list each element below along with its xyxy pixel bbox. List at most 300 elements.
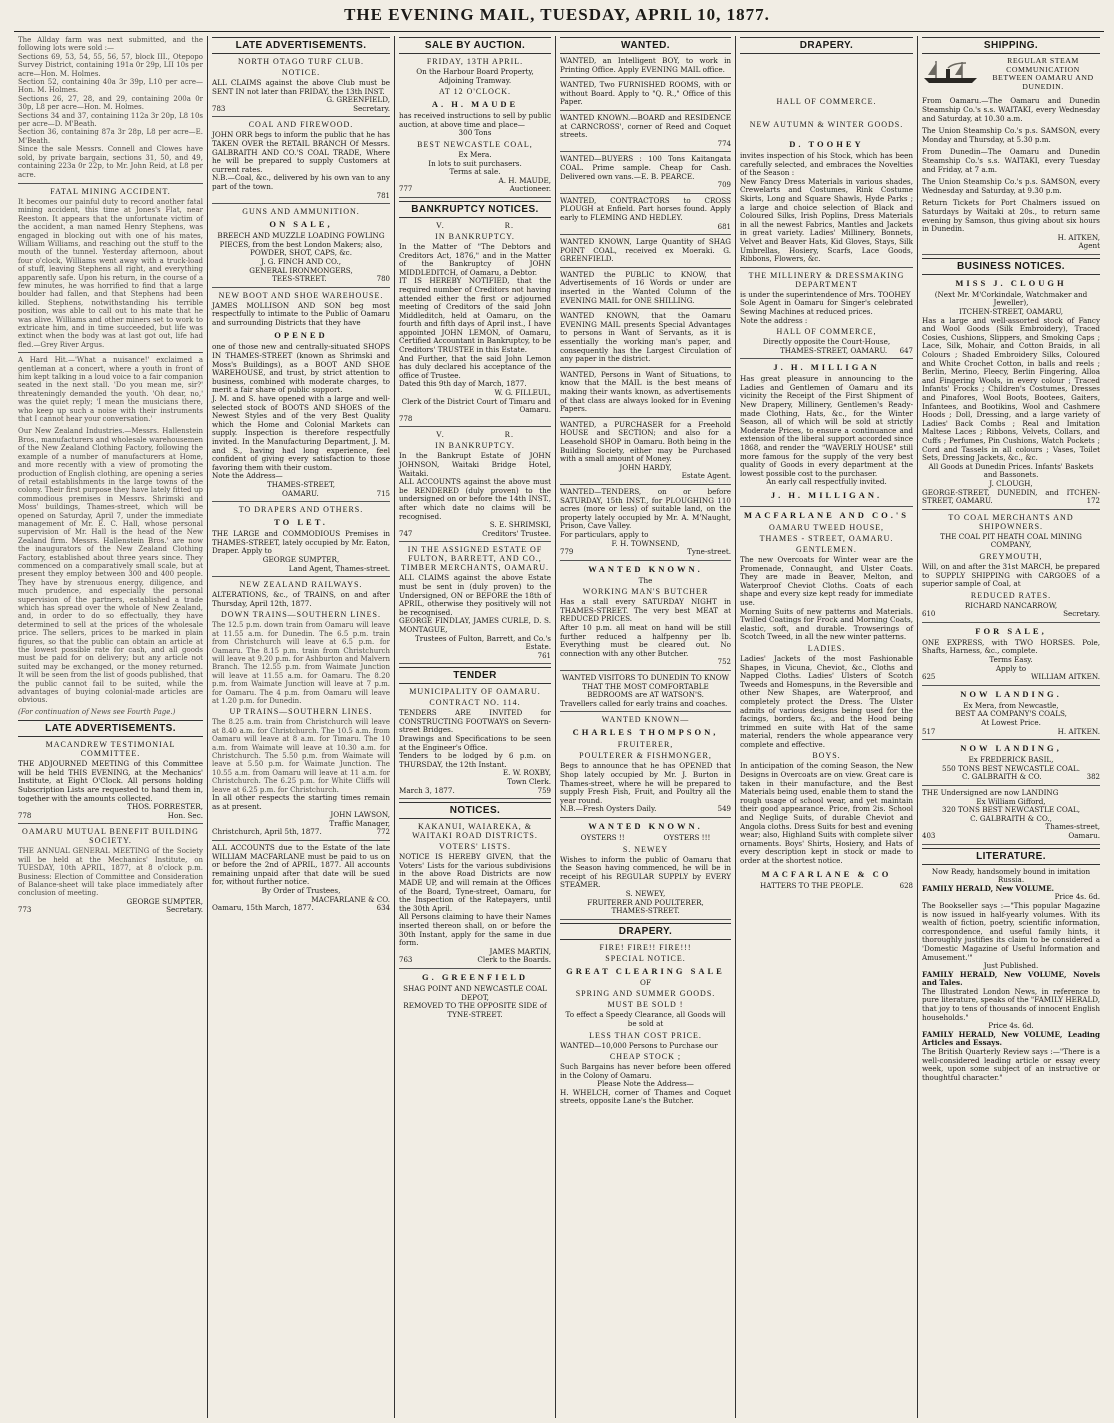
ad-body: 320 TONS BEST NEWCASTLE COAL, [942,805,1080,815]
ad-heading: GUNS AND AMMUNITION. [242,207,360,217]
section-heading: BANKRUPTCY NOTICES. [399,201,551,218]
ad-body: Morning Suits of new patterns and Materials. Twilled Coatings for Frock and Morning Coats, elastic, soft, and durable. Trowserings of Scotch Tweed, in all the new winter patterns. [740,606,913,642]
ad-body: Ex William Gifford, [976,796,1046,806]
ad-signature: C. GALBRAITH & CO. [962,772,1042,782]
ad-to-let [212,505,390,577]
ad-number: 709 [717,181,731,190]
ad-subheading: DOWN TRAINS—SOUTHERN LINES. [221,610,381,620]
ad-role: Hon. Sec. [167,810,203,820]
ad-number: 681 [717,222,731,231]
ad-body: The 12.5 p.m. down train from Oamaru will leave at 11.55 a.m. for Dunedin. The 6.5 p.m. train from Christchurch will leave at 6.5 p.m. for Oamaru. The 8.15 p.m. train from Christchurch will leave at 9.20 p.m. for Ashburton and Malvern Branch. The 12.55 p.m. from Waimate Junction will leave at 11.55 a.m. for Oamaru. The 8.20 p.m. from Waimate Junction will leave at 7 p.m. for Oamaru. The 4 p.m. from Oamaru will leave at 1.20 p.m. for Dunedin. [212,621,390,705]
ad-display: MISS J. CLOUGH [955,277,1067,288]
ad-number: 610 [922,610,936,619]
ad-body: Such Bargains has never before been offered in the Colony of Oamaru. [560,1062,731,1080]
ad-subheading: (Next Mr. M'Corkindale, Watchmaker and Jeweller), [934,289,1088,308]
ad-bankruptcy-1 [399,221,551,427]
ad-cheap: CHEAP STOCK ; [609,1052,682,1062]
ad-body: J. M. and S. have opened with a large and well-selected stock of BOOTS AND SHOES of the Newest Styles and of the very Best Quality which the Home and Colonial Markets can supply. Inspection is therefore respectfully invited. In the Manufacturing Department, J. M. and S., having had long experience, feel confident of giving every satisfaction to those favoring them with their custom. [212,394,390,472]
ad-display: FOR SALE, [975,625,1047,636]
ad-number: 759 [537,786,551,795]
ad-number: 778 [399,414,413,423]
ad-address: THAMES-STREET, [266,479,336,489]
ad-heading: KAKANUI, WAIAREKA, & WAITAKI ROAD DISTRICTS. [412,822,538,841]
ad-body: Drawings and Specifications to be seen at the Engineer's Office. [399,734,551,752]
ad-railways [212,580,390,841]
ad-display: G. GREENFIELD [421,971,529,982]
ad-body: REMOVED TO THE OPPOSITE SIDE of [403,1001,547,1011]
ad-number: 783 [212,104,226,113]
ad-price: Price 4s. 6d. [1054,892,1100,902]
ad-date: Dated this 9th day of March, 1877. [399,379,527,389]
ad-heading: IN THE ASSIGNED ESTATE OF FULTON, BARRETT, AND CO., TIMBER MERCHANTS, OAMARU. [400,545,550,573]
ad-body: Now Ready, handsomely bound in imitation Russia. [931,866,1091,885]
news-text: Section 36, containing 87a 3r 28p, L8 per acre—E. M'Beath. [18,128,203,145]
ad-company: THE COAL PIT HEATH COAL MINING COMPANY, [940,531,1082,550]
ad-role: GENERAL IRONMONGERS, [249,265,353,275]
ad-number: 780 [376,275,390,284]
ad-role: FRUITERER AND POULTERER, [587,897,704,907]
ad-signature: C. GALBRAITH & CO., [970,813,1052,823]
column-2 [208,36,394,1416]
ad-rates: REDUCED RATES. [970,590,1052,600]
ad-note: Please Note the Address— [597,1079,694,1089]
news-text: Sections 69, 53, 54, 55, 56, 57, block III., Otepopo Survey District, containing 191a 0r 29p, LII 10s per acre—Hon. M. Holmes. [18,52,203,78]
wanted-visitors [560,674,731,712]
ad-signature: GEORGE SUMPTER, [126,896,203,906]
ad-body: THE LARGE and COMMODIOUS Premises in THAMES-STREET, lately occupied by Mr. Eaton, Draper. Apply to [212,529,390,556]
ad-body: WANTED the PUBLIC to KNOW, that Advertisements of 16 Words or under are inserted in the Wanted Column of the EVENING MAIL for ONE SHILLING. [560,269,731,305]
wanted-thompson [560,715,731,818]
ad-signature: JOHN LAWSON, [330,810,390,820]
ad-body: WANTED, an Intelligent BOY, to work in Printing Office. Apply EVENING MAIL office. [560,56,731,74]
ad-heading: MACANDREW TESTIMONIAL COMMITTEE. [45,740,176,759]
ad-heading: TO DRAPERS AND OTHERS. [238,505,364,515]
ad-millinery [740,271,913,360]
ad-body: All Persons claiming to have their Names inserted thereon shall, on or before the 30th Instant, apply for the same in due form. [399,912,551,948]
ad-number: 777 [399,185,413,194]
ad-body: is under the superintendence of Mrs. TOOHEY [740,289,911,299]
ad-of: OF [640,977,651,987]
ad-body: The Union Steamship Co.'s p.s. SAMSON, every Wednesday and Saturday, at 9.30 p.m. [922,177,1100,195]
ad-heading: NEW BOOT AND SHOE WAREHOUSE. [218,290,384,300]
ad-signature: H. AITKEN, [1057,232,1100,242]
ad-subheading: VOTERS' LISTS. [439,842,511,852]
ad-apply: For particulars, apply to [560,529,649,539]
ad-number: 752 [717,658,731,667]
ad-terms: Terms at sale. [449,167,501,177]
ad-tons: 300 Tons [458,128,492,138]
ad-body: Return Tickets for Port Chalmers issued on Saturdays by Waitaki at 20s., to return same evening by Samson, thus giving about six hours in Dunedin. [922,198,1100,234]
ad-signature: GEORGE SUMPTER, [262,554,340,564]
ad-assigned-estate [399,545,551,664]
ad-number: 778 [18,811,32,820]
wanted-ad [560,421,731,485]
ad-subheading: NOTICE. [281,68,321,77]
ad-invite: An early call respectfully invited. [766,477,887,487]
ad-address: GEORGE-STREET, DUNEDIN, and ITCHEN-STREET, OAMARU. [922,487,1100,506]
ad-number: 625 [922,673,936,682]
ad-body: TENDERS ARE INVITED for CONSTRUCTING FOOTWAYS on Severn-street Bridges. [399,708,551,735]
masthead: THE EVENING MAIL, TUESDAY, APRIL 10, 1877. [344,5,770,24]
ad-number: 549 [717,805,731,814]
ad-heading: WANTED KNOWN— [601,715,690,725]
ad-milligan [740,362,913,507]
ad-time: AT 12 O'CLOCK. [439,87,511,97]
ad-body: Begs to announce that he has OPENED that Shop lately occupied by Mr. J. Burton in Thames-street, where he will be prepared to supply Fresh Fish, Fruit, and Poultry all the year round. [560,761,731,805]
ad-signature: J. G. FINCH AND CO., [260,256,342,266]
ad-note: N.B.—Fresh Oysters Daily. [560,804,657,814]
ad-address: Thames-street, [1045,822,1100,832]
ad-body: Just Published. [983,961,1039,971]
ad-signature: J. H. MILLIGAN. [770,490,883,500]
ad-heading: THE MILLINERY & DRESSMAKING DEPARTMENT [748,270,905,289]
ad-heading: WORKING MAN'S BUTCHER [582,587,709,597]
section-heading: WANTED. [560,37,731,54]
wanted-ad [560,57,731,78]
ad-subheading: CONTRACT NO. 114. [429,698,521,708]
section-heading-late: LATE ADVERTISEMENTS. [18,720,203,737]
section-heading: DRAPERY. [740,37,913,54]
ad-body: WANTED, Two FURNISHED ROOMS, with or without Board. Apply to "Q. R.," Office of this Paper. [560,80,731,107]
ad-by: By Order of Trustees, [261,885,341,895]
ad-less: LESS THAN COST PRICE. [589,1030,702,1040]
ad-body: JAMES MOLLISON AND SON beg most respectfully to intimate to the Public of Oamaru and surrounding Districts that they have [212,300,390,327]
ad-body: WANTED KNOWN, that the Oamaru EVENING MAIL presents Special Advantages to persons in Want of Servants, as it is essentially the working man's paper, and consequently has the Largest Circulation of any paper in the district. [560,311,731,364]
ad-date: Christchurch, April 5th, 1877. [212,827,322,837]
ad-note: Note the address : [740,315,808,325]
ad-display: NOW LANDING, [960,743,1062,754]
ad-subheading: NEW AUTUMN & WINTER GOODS. [749,120,904,129]
ad-display: WANTED KNOWN. [588,820,703,831]
ad-coal-pit [922,513,1100,623]
ad-heading: IN BANKRUPTCY. [435,441,515,451]
ad-body: The Union Steamship Co.'s p.s. SAMSON, every Monday and Thursday, at 5.30 p.m. [922,126,1100,144]
ad-signature: S. NEWEY, [625,888,666,898]
ad-number: 761 [537,651,551,660]
ad-hall-of-commerce [740,57,913,268]
article-text: A Hard Hit.—'What a nuisance!' exclaimed a gentleman at a concert, where a youth in front of him kept talking in a loud voice to a fair companion seated in the next stall. 'Do you mean me, sir?' threateningly demanded the youth. 'Oh dear, no,' was the quiet reply; 'I mean the musicians there, who keep up such a noise with their instruments that I cannot hear your conversation.' [18,356,203,424]
ad-number: 763 [399,956,413,965]
column-3 [395,36,555,1416]
ad-body: Ladies' Jackets of the most Fashionable Shapes, in Vicuna, Cheviot, &c., Cloths and Napped Cloths. Ladies' Ulsters of Scotch Tweeds and Homespuns, in the Reversible and other New Shapes, are Waterproof, and completely protect the Dress. The Ulster admits of various designs being used for the facings, borders, &c., and the Hood being trimmed en suite with Hat of the same material, renders the whole appearance very complete and effective. [740,653,913,749]
ad-signature: MACFARLANE & CO. [311,894,390,904]
ad-body: WANTED KNOWN, Large Quantity of SHAG POINT COAL, received ex Moeraki. G. GREENFIELD. [560,237,731,264]
ad-ship: Ex Mera. [458,149,492,159]
ad-the: The [638,575,653,585]
ad-apply: Apply to [995,663,1027,673]
ad-body: In the Matter of "The Debtors and Creditors Act, 1876," and in the Matter of the Bankruptcy of JOHN MIDDLEDITCH, of Oamaru, a Debtor. [399,241,551,277]
ad-body: Ex FREDERICK BASIL, [968,755,1054,765]
ad-heading: MUNICIPALITY OF OAMARU. [409,687,541,697]
ad-title: FAMILY HERALD, New VOLUME, Leading Articles and Essays. [922,1029,1100,1048]
ad-number: 774 [717,139,731,148]
ad-role: Clerk to the Boards. [477,955,551,965]
section-heading: TENDER [399,667,551,684]
ad-role: Secretary. [353,103,390,113]
news-text: Section 52, containing 40a 3r 39p, L10 per acre—Hon. M. Holmes. [18,78,203,95]
ad-role: Agent [1078,241,1100,251]
ad-clearing-sale [560,943,731,1109]
ad-tweed-house [740,510,913,893]
ad-display: J. H. MILLIGAN [773,362,880,373]
ad-body: THE ADJOURNED MEETING of this Committee will be held THIS EVENING, at the Mechanics' Institute, at Eight O'Clock. All persons holding Subscription Lists are requested to hand them in, together with the amounts collected. [18,759,203,803]
ad-body: After 10 p.m. all meat on hand will be still further reduced a halfpenny per lb. Everything must be cleared out. No connection with any other Butcher. [560,623,731,658]
ad-role: Secretary. [166,905,203,915]
ad-literature [922,868,1100,1086]
ad-vr: V. R. [435,430,515,440]
ad-subheading: SPRING AND SUMMER GOODS. [575,989,716,999]
ad-signature: THOS. FORRESTER, [127,802,203,812]
ad-signature: JOHN HARDY, [619,462,672,472]
ad-number: 772 [376,828,390,837]
ad-body: And Further, that the said John Lemon has duly declared his acceptance of the office of Trustee. [399,353,551,380]
ad-number: 779 [560,548,574,557]
ad-body: From Oamaru.—The Oamaru and Dunedin Steamship Co.'s s.s. WAITAKI, every Wednesday and Saturday, at 10.30 a.m. [922,96,1100,123]
section-heading: LITERATURE. [922,848,1100,865]
ad-address: THAMES-STREET. [611,906,680,916]
article-heading: FATAL MINING ACCIDENT. [18,183,203,196]
wanted-ad [560,371,731,418]
ad-body: Has great pleasure in announcing to the Ladies and Gentlemen of Oamaru and its vicinity the Receipt of the First Shipment of New Drapery, Millinery, Gentlemen's Ready-made Clothing, Hats, &c., for the Winter Season, all of which will be sold at strictly Moderate Prices, to ensure a continuance and extension of the liberal support accorded since 1868, and render the "WAVERLY HOUSE" still more famous for the supply of the very best quality of Goods in every department at the lowest possible cost to the purchaser. [740,374,913,478]
ad-signature: JAMES MARTIN, [489,946,551,956]
ad-heading: IN BANKRUPTCY. [435,231,515,241]
ad-heading: S. NEWEY [622,844,669,854]
ad-number: 747 [399,529,413,538]
ad-body: WANTED, a PURCHASER for a Freehold HOUSE and SECTION; and also for a Leasehold SHOP in Oamaru. Both being in the Building Society, either may be Purchased with a small amount of Money. [560,419,731,464]
news-text: Sections 26, 27, 28, and 29, containing 200a 0r 30p, L8 per acre—Hon. M. Holmes. [18,94,203,112]
ad-signature: F. H. TOWNSEND, [611,538,680,548]
column-5 [736,36,917,1416]
ad-body: WANTED VISITORS TO DUNEDIN TO KNOW THAT THE MOST COMFORTABLE BEDROOMS are AT WATSON'S. [561,673,730,700]
steamship-icon [922,59,982,85]
ad-subheading: SPECIAL NOTICE. [605,953,686,963]
ad-body: ALL CLAIMS against the above Club must be SENT IN not later than FRIDAY, the 13th INST. [212,78,390,96]
masthead-rule [14,31,1104,32]
ad-display: ON SALE, [269,219,333,230]
ad-body: In the Bankrupt Estate of JOHN JOHNSON, Waitaki Bridge Hotel, Waitaki. [399,451,551,478]
ad-body: In anticipation of the coming Season, the New Designs in Overcoats are on view. Great care is taken in their manufacture, and the Best Materials being used, enable them to stand the rough usage of school wear, and yet maintain their good appearance. Price, from 2is. School and Neglige Suits, of durable Cheviot and Angola cloths. Dress Suits for best and evening wear; also, Highland Suits with complete silver ornaments. Boys' Shirts, Hosiery, and Hats of every description kept in stock or made to order at the shortest notice. [740,761,913,865]
ad-signature: MACFARLANE & CO [761,868,892,879]
ad-subheading: FRUITERER, [617,740,674,750]
ad-number: 773 [18,906,32,915]
ad-number: 781 [376,191,390,200]
ad-body: Ex Mera, from Newcastle, [963,700,1059,710]
ad-body: ALTERATIONS, &c., of TRAINS, on and after Thursday, April 12th, 1877. [212,590,390,608]
ad-body: From Dunedin—The Oamaru and Dunedin Steamship Co.'s s.s. WAITAKI, every Tuesday and Friday, at 7 a.m. [922,147,1100,174]
ad-address: TEES-STREET. [272,274,327,284]
ad-body: BEST AA COMPANY'S COALS, [955,709,1067,719]
continuation-note: (For continuation of News see Fourth Page.) [18,707,176,716]
wanted-ad [560,155,731,193]
ad-number: 172 [1086,497,1100,506]
ad-display: D. TOOHEY [789,139,864,149]
ad-role: Traffic Manager, [329,818,390,828]
ad-body: Will, on and after the 31st MARCH, be prepared to SUPPLY SHIPPING with CARGOES of a superior sample of Coal, at [922,561,1100,589]
ad-title: FAMILY HERALD, New VOLUME, Novels and Tales. [922,969,1100,988]
ad-number: 634 [376,904,390,913]
ad-body: Travellers called for early trains and coaches. [560,698,728,708]
ad-macandrew [18,740,203,824]
ad-note: Note the Address— [212,471,283,481]
ad-signature: RICHARD NANCARROW, [964,600,1058,610]
ad-body: ALL ACCOUNTS due to the Estate of the late WILLIAM MACFARLANE must be paid to us on or before the 2nd of APRIL, 1877. All accounts remaining unpaid after that date will be sued for, without further notice. [212,843,390,887]
ad-address: TYNE-STREET. [447,1009,503,1019]
ad-body: Wishes to inform the public of Oamaru that the Season having commenced, he will be in receipt of his REGULAR SUPPLY by EVERY STEAMER. [560,854,731,890]
news-text: Since the sale Messrs. Connell and Clowes have sold, by private bargain, sections 31, 50, and 49, containing 223a 0r 22p, to Mr. John Reid, at L8 per acre. [18,145,203,179]
ad-body: Has a stall every SATURDAY NIGHT in THAMES-STREET. The very best MEAT at REDUCED PRICES. [560,597,731,624]
ad-role: Estate Agent. [681,471,731,481]
ad-body: WANTED—BUYERS : 100 Tons Kaitangata COAL. Prime sample. Cheap for Cash. Delivered own vans.—E. B. PEARCE. [560,154,731,181]
ad-quote: The Bookseller says :—"This popular Magazine is now issued in half-yearly volumes. With its wealth of fiction, poetry, scientific information, correspondence, and useful family hints, it thoroughly justifies its claim to be considered a 'Domestic Magazine of Useful Information and Amusement.'" [922,900,1100,962]
ad-body: WANTED—TENDERS, on or before SATURDAY, 15th INST., for PLOUGHING 110 acres (more or less) of suitable land, on the property lately occupied by Mr. A. M'Naught, Prison, Cave Valley. [560,486,731,531]
ad-role: Land Agent, Thames-street. [288,563,390,573]
ad-coal: BEST NEWCASTLE COAL, [417,139,533,149]
ad-body: To effect a Speedy Clearance, all Goods will be sold at [565,1010,726,1028]
ad-boot-warehouse [212,291,390,502]
ad-body: ALL CLAIMS against the above Estate must be sent in (duly proven) to the Undersigned, ON or BEFORE the 18th of APRIL, otherwise they positively will not be recognised. [399,573,551,617]
ad-date-heading: FRIDAY, 13TH APRIL. [426,57,524,66]
ad-bankruptcy-2 [399,430,551,542]
ad-body: one of those new and centrally-situated SHOPS IN THAMES-STREET (known as Shrimski and Moss's Buildings), as a BOOT AND SHOE WAREHOUSE, and trust, by strict attention to business, combined with moderate charges, to merit a fair share of public support. [212,342,390,395]
ad-date: Oamaru, 15th March, 1877. [212,903,314,913]
section-heading: LATE ADVERTISEMENTS. [212,37,390,54]
ad-body: has received instructions to sell by public auction, at above time and place— [399,111,551,129]
news-text: Sections 34 and 37, containing 112a 3r 20p, L8 10s per acre—D. M'Beath. [18,111,203,129]
ad-body: THE ANNUAL GENERAL MEETING of the Society will be held at the Mechanics' Institute, on TUESDAY, 10th APRIL, 1877, at 8 o'clock p.m. Business: Election of Committee and Consideration of Balance-sheet will take place immediately after conclusion of meeting. [18,847,203,898]
wanted-ad [560,312,731,368]
ad-must: MUST BE SOLD ! [607,1000,684,1010]
ad-heading: NEW ZEALAND RAILWAYS. [239,580,363,590]
news-block [18,36,203,179]
ad-body: New Fancy Dress Materials in various shades, Crewelarts and Costumes, Rink Costume Skirts, Long and Square Shawls, Hyde Parks ; a large and choice selection of Black and Coloured Silks, Irish Poplins, Dress Materials in all the newest Fabrics, Mantles and Jackets in great variety. Ladies' Millinery, Bonnets, Velvet and Beaver Hats, Kid Gloves, Stays, Silk Umbrellas, Hosiery, Scarfs, Lace Goods, Ribbons, Flowers, &c. [740,176,913,264]
ad-macfarlane-estate [212,844,390,916]
ad-body: WANTED KNOWN.—BOARD and RESIDENCE at CARNCROSS', corner of Reed and Coquet streets. [560,112,731,140]
wanted-butcher [560,564,731,671]
ad-address: Tyne-street. [687,547,731,557]
ad-street: THAMES-STREET, OAMARU. [780,345,888,355]
ad-place: On the Harbour Board Property, Adjoining Tramway. [416,67,534,85]
ad-role: Clerk of the District Court of Timaru and Oamaru. [401,396,551,415]
ad-voters-lists [399,822,551,969]
ad-address: H. WHELCH, corner of Thames and Coquet streets, opposite Lane's the Butcher. [560,1087,731,1106]
column-1 [14,36,207,1416]
section-heading: SALE BY AUCTION. [399,37,551,54]
article-text: Our New Zealand Industries.—Messrs. Hallenstein Bros., manufacturers and wholesale warehousemen of the New Zealand Clothing Factory, following the example of a number of manufacturers at Home, and more recently with a view of promoting the production of English clothing, are opening a series of retail establishments in the large towns of the colony. Their first purpose they have lately fitted up commodious premises in Messrs. Shrimski and Moss' buildings, Thames-street, which will be opened on Saturday, April 7, under the immediate management of Mr. E. C. Hall, whose personal supervision of Mr. Hall is the head of the New Zealand firm. Messrs. Hallenstein Bros.' are now the inaugurators of the New Zealand Clothing Factory, established about three years since. They commenced on a comparatively small scale, but at present they employ between 300 and 400 people. They have by strenuous energy, diligence, and much prudence, and especially the personal supervision of the partners, established a trade which has spread over the whole of New Zealand, and, in order to do so effectually, they have determined to sell at the prices of the wholesale price. The sellers, prices to be marked in plain figures, so that the public can obtain an article at the lowest possible rate for cash, and all goods must be paid for on delivery; but any article not suited may be exchanged, or the money returned. It will be seen from the list of goods published, that the public cannot fail to be suited, while the advantages of buying colonial-made articles are obvious. [18,427,203,705]
ad-role: Town Clerk. [507,777,551,787]
ad-role: HATTERS TO THE PEOPLE. [760,880,864,890]
ad-town: OAMARU. [282,488,319,498]
ad-greenfield [399,972,551,1022]
article-text: It becomes our painful duty to record another fatal mining accident, this time at Jones's Flat, near Reeston. It appears that the unfortunate victim of the accident, a man named Henry Stephens, was engaged in blocking out with one of his mates, William Williams, and reaching out the stuff to the mouth of the tunnel. Yesterday afternoon, about four o'clock, Williams went away with a truck-load of stuff, leaving Stephens all right, and everything apparently safe. Upon his return, in the course of a few minutes, he was horrified to find that a large boulder had fallen, and that Stephens had been killed. Stephens, notwithstanding his terrible position, was able to call out to his mate that he was alive. Williams and other miners set to work to extricate him, and in time succeeded, but life was extinct when the body was at last got out, life had fled.—Grey River Argus. [18,197,203,349]
ad-wanted: WANTED—10,000 Persons to Purchase our [560,1040,718,1050]
column-4 [556,36,735,1416]
wanted-ad [560,114,731,152]
ad-oysters-line: OYSTERS !! OYSTERS !!! [580,832,711,842]
ad-signature: W. G. FILLEUL, [494,388,551,398]
ad-building-society [18,827,203,918]
ad-body: WANTED, Persons in Want of Situations, to know that the MAIL is the best means of making their wants known, as advertisements of that class are always looked for in Evening Papers. [560,369,731,414]
ad-now-landing-2 [922,743,1100,786]
ad-body: 550 TONS BEST NEWCASTLE COAL. [942,763,1080,773]
wanted-ad [560,238,731,268]
ad-display: OPENED [274,330,328,341]
ad-body: Tenders to be lodged by 6 p.m. on THURSDAY, the 12th Instant. [399,751,551,769]
ad-auction [399,57,551,198]
ad-heading: COAL AND FIREWOOD. [248,120,354,130]
ad-quote: The Illustrated London News, in reference to pure literature, speaks of the "FAMILY HERALD, that joy to tens of thousands of innocent English households." [922,986,1101,1022]
ad-number: 517 [922,727,936,736]
ad-tender [399,687,551,799]
ad-town: Oamaru. [1068,830,1100,840]
column-6 [918,36,1104,1416]
ad-subheading: BOYS. [812,751,841,761]
ad-body: IT IS HEREBY NOTIFIED, that the required number of Creditors not having attended either the first or adjourned meeting of Creditors of the said John Middleditch, held at Oamaru, on the fourth and fifth days of April inst., I have appointed JOHN LEMON, of Oamaru, Certified Accountant in Bankruptcy, to be Creditors' TRUSTEE in this Estate. [399,276,551,355]
ad-display: CHARLES THOMPSON, [572,727,719,738]
ad-heading: OAMARU MUTUAL BENEFIT BUILDING SOCIETY. [22,827,199,846]
ad-subheading: POULTERER & FISHMONGER, [579,751,712,761]
ad-display: TO LET. [274,517,328,528]
ad-signature: A. H. MAUDE, [498,175,551,185]
ad-heading: OAMARU TWEED HOUSE, [768,523,885,532]
ad-number: 628 [899,881,913,890]
ad-body: invites inspection of his Stock, which has been carefully selected, and embraces the Novelties of the Season : [740,151,913,178]
ad-heading: TO COAL MERCHANTS AND SHIPOWNERS. [948,512,1074,531]
ad-body: THE Undersigned are now LANDING [922,788,1059,797]
ad-turf-club [212,57,390,117]
ad-date: March 3, 1877. [399,785,455,795]
ad-display: GREAT CLEARING SALE [566,965,725,976]
wanted-ad [560,197,731,235]
ad-for-sale [922,626,1100,686]
ad-body: The new Overcoats for Winter wear are the Promenade, Connaught, and Ulster Coats. They are made in Beaver, Melton, and Waterproof Cheviot Cloths. Coats of each shape and every size kept ready for immediate use. [740,555,913,607]
ad-body: BREECH AND MUZZLE LOADING FOWLING PIECES, from the best London Makers; also, POWDER, SHOT, CAPS, &c. [217,231,385,258]
ad-now-landing-1 [922,689,1100,740]
ad-quote: The British Quarterly Review says :—"There is a well-considered leading article or essay every week, upon some subject of an instructive or thoughtful character." [922,1047,1100,1082]
ad-address: ITCHEN-STREET, OAMARU, [958,307,1064,317]
ad-subheading: GENTLEMEN. [796,545,857,554]
ad-body: JOHN ORR begs to inform the public that he has TAKEN OVER the RETAIL BRANCH Of Messrs. GALBRAITH AND CO.'S COAL TRADE, Where he will be prepared to supply Customers at current rates. [212,130,390,174]
section-heading: NOTICES. [399,802,551,819]
ad-number: 647 [899,346,913,355]
section-heading: DRAPERY. [560,923,731,940]
ad-body: Has a large and well-assorted stock of Fancy and Wool Goods (Silk Embroidery), Traced Cosies, Cushions, Slippers, and Smoking Caps ; Lace, Silk, Mohair, and Cotton Braids, in all Colours ; Shaded Embroidery Silks, Coloured and White Crochet Cotton, in balls and reels ; Berlin, Merino, Fleecy, Berlin Fingering, Alloa and Fingering Wools, in every colour ; Traced Infants' Frocks ; Children's Costumes, Dresses and Pinafores, Wool Boots, Bootees, Gaiters, Infantees, and Bootikins, Wool and Cashmere Hoods ; Doll, Dressing, and a large variety of Ladies' Back Combs ; Real and Imitation Maltese Laces ; Ribbons, Velvets, Collars, and Cuffs ; Perfumes, Pin Cushions, Watch Pockets ; Cord and Tassels in all colours ; Vases, Toilet Sets, Dressing Jackets, &c., &c. [922,315,1100,463]
ad-number: 715 [376,489,390,498]
ad-steam [922,57,1100,255]
ad-display: A. H. MAUDE [431,99,519,110]
ad-number: 382 [1086,773,1100,782]
ad-signature: WILLIAM AITKEN. [1031,672,1100,682]
ad-terms: Terms Easy. [989,655,1033,665]
ad-directions: Directly opposite the Court-House, [762,337,891,347]
ad-heading: HALL OF COMMERCE. [776,97,877,106]
ad-role: Creditors' Trustee. [482,528,551,538]
ad-signature: GEORGE FINDLAY, JAMES CURLE, D. S. MONTAGUE, [399,616,551,634]
ad-display: WANTED KNOWN. [588,563,703,574]
ad-display: NOW LANDING. [960,688,1062,699]
ad-body: Sole Agent in Oamaru for Singer's celebrated Sewing Machines at reduced prices. [740,298,913,316]
ad-signature: E. W. ROXBY, [502,768,551,778]
ad-now-landing-3 [922,789,1100,845]
ad-signature: J. CLOUGH, [989,478,1033,488]
ad-vr: V. R. [435,220,515,230]
wanted-oysters [560,821,731,920]
ad-subheading: UP TRAINS—SOUTHERN LINES. [229,707,373,717]
ad-role: Secretary. [1063,609,1100,619]
ad-role: Auctioneer. [509,184,551,194]
ad-role: Trustees of Fulton, Barrett, and Co.'s Estate. [414,633,551,652]
wanted-ad [560,81,731,111]
ad-address: THAMES - STREET, OAMARU. [759,534,894,543]
